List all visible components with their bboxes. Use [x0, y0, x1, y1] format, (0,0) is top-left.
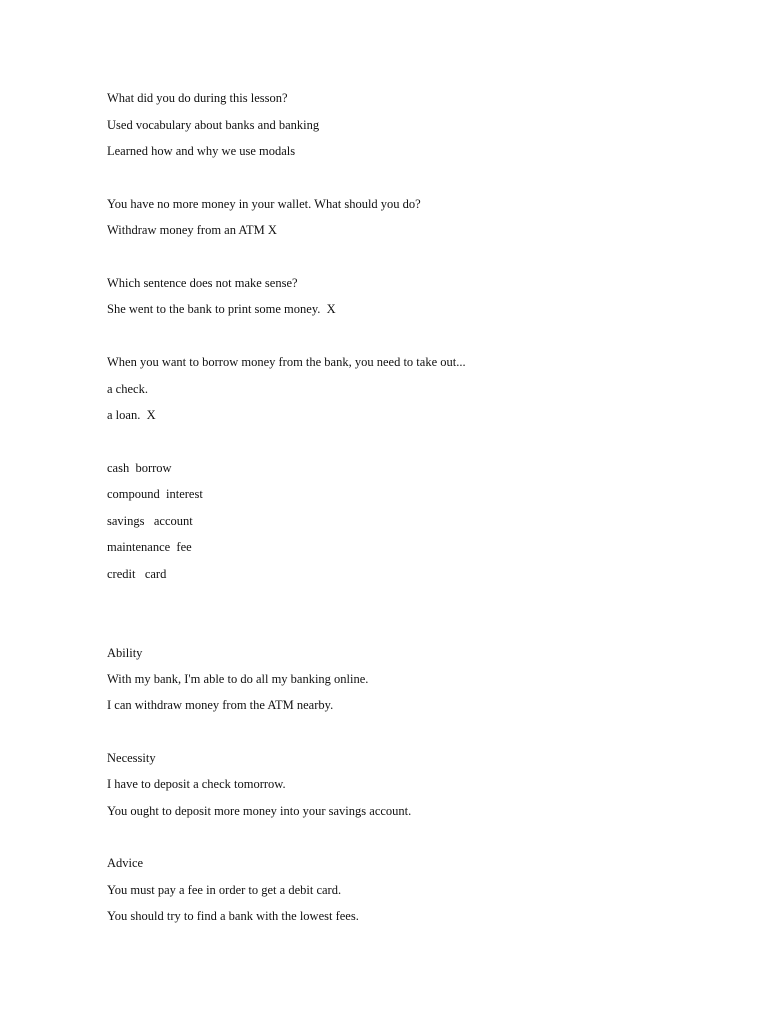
- example-necessity-savings: You ought to deposit more money into your savings account.: [107, 804, 412, 818]
- vocab-pair-maintenance-fee: maintenance fee: [107, 540, 192, 554]
- answer-print-money: She went to the bank to print some money. X: [107, 302, 336, 316]
- vocab-pair-cash-borrow: cash borrow: [107, 461, 172, 475]
- example-necessity-check: I have to deposit a check tomorrow.: [107, 777, 286, 791]
- answer-modals: Learned how and why we use modals: [107, 144, 296, 158]
- option-check: a check.: [107, 382, 148, 396]
- example-advice-bank: You should try to find a bank with the lowest fees.: [107, 909, 359, 923]
- heading-necessity: Necessity: [107, 751, 156, 765]
- heading-advice: Advice: [107, 856, 144, 870]
- question-lesson-activity: What did you do during this lesson?: [107, 91, 288, 105]
- vocab-pair-compound-interest: compound interest: [107, 487, 203, 501]
- question-wallet: You have no more money in your wallet. What should you do?: [107, 197, 421, 211]
- vocab-pair-savings-account: savings account: [107, 514, 193, 528]
- example-advice-fee: You must pay a fee in order to get a debit card.: [107, 883, 342, 897]
- answer-vocabulary: Used vocabulary about banks and banking: [107, 118, 320, 132]
- heading-ability: Ability: [107, 646, 143, 660]
- answer-atm: Withdraw money from an ATM X: [107, 223, 277, 237]
- example-ability-atm: I can withdraw money from the ATM nearby.: [107, 698, 334, 712]
- example-ability-online: With my bank, I'm able to do all my banking online.: [107, 672, 369, 686]
- question-borrow: When you want to borrow money from the bank, you need to take out...: [107, 355, 466, 369]
- vocab-pair-credit-card: credit card: [107, 567, 167, 581]
- option-loan: a loan. X: [107, 408, 156, 422]
- question-sense: Which sentence does not make sense?: [107, 276, 298, 290]
